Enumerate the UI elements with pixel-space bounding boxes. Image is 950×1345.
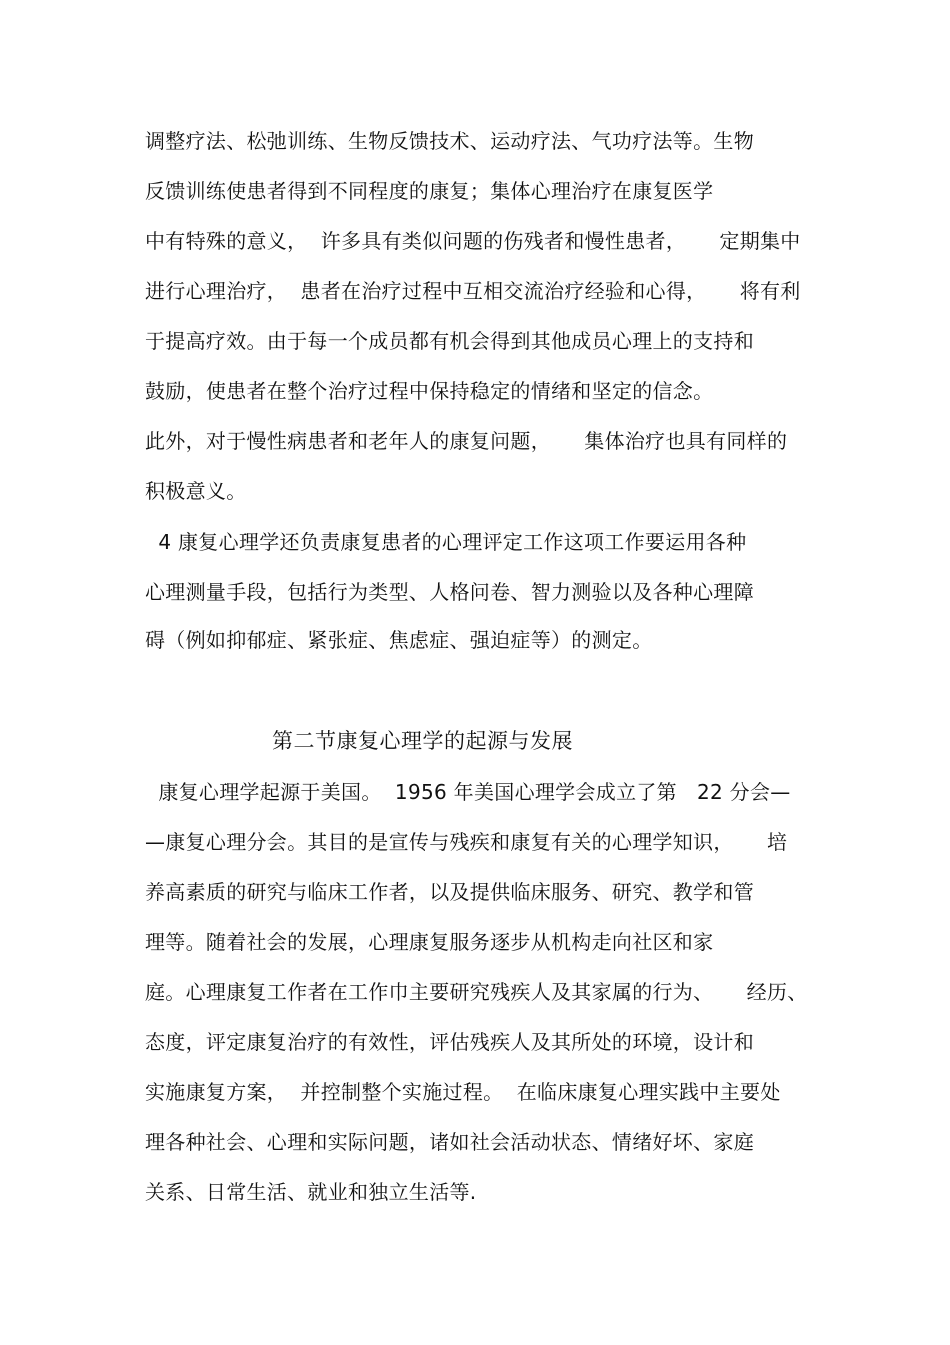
paragraph-line: 实施康复方案， 并控制整个实施过程。 在临床康复心理实践中主要处: [145, 1080, 781, 1104]
paragraph-line: 调整疗法、松弛训练、生物反馈技术、运动疗法、气功疗法等。生物: [145, 129, 754, 153]
section-heading: 第二节康复心理学的起源与发展: [272, 729, 573, 753]
paragraph-line: 于提高疗效。由于每一个成员都有机会得到其他成员心理上的支持和: [145, 329, 754, 353]
paragraph-line: 鼓励，使患者在整个治疗过程中保持稳定的情绪和坚定的信念。: [145, 379, 714, 403]
paragraph-line: 心理测量手段，包括行为类型、人格问卷、智力测验以及各种心理障: [145, 580, 754, 604]
paragraph-line: 进行心理治疗， 患者在治疗过程中互相交流治疗经验和心得， 将有利: [145, 279, 801, 303]
paragraph-line: 庭。心理康复工作者在工作巾主要研究残疾人及其家属的行为、 经历、: [145, 980, 808, 1004]
paragraph-line: 中有特殊的意义， 许多具有类似问题的伤残者和慢性患者， 定期集中: [145, 229, 801, 253]
paragraph-line: 养高素质的研究与临床工作者，以及提供临床服务、研究、教学和管: [145, 880, 754, 904]
paragraph-line: 4 康复心理学还负责康复患者的心理评定工作这项工作要运用各种: [145, 530, 747, 554]
paragraph-line: 积极意义。: [145, 479, 247, 503]
paragraph-line: 反馈训练使患者得到不同程度的康复；集体心理治疗在康复医学: [145, 179, 714, 203]
paragraph-line: 碍（例如抑郁症、紧张症、焦虑症、强迫症等）的测定。: [145, 628, 653, 652]
paragraph-line: 理各种社会、心理和实际问题，诸如社会活动状态、情绪好坏、家庭: [145, 1130, 754, 1154]
paragraph-line: 理等。随着社会的发展，心理康复服务逐步从机构走向社区和家: [145, 930, 714, 954]
paragraph-line: —康复心理分会。其目的是宣传与残疾和康复有关的心理学知识， 培: [145, 830, 788, 854]
paragraph-line: 态度，评定康复治疗的有效性，评估残疾人及其所处的环境，设计和: [145, 1030, 754, 1054]
paragraph-line: 此外，对于慢性病患者和老年人的康复问题， 集体治疗也具有同样的: [145, 429, 788, 453]
paragraph-line: 关系、日常生活、就业和独立生活等.: [145, 1180, 477, 1204]
paragraph-line: 康复心理学起源于美国。 1956 年美国心理学会成立了第 22 分会—: [145, 780, 791, 804]
